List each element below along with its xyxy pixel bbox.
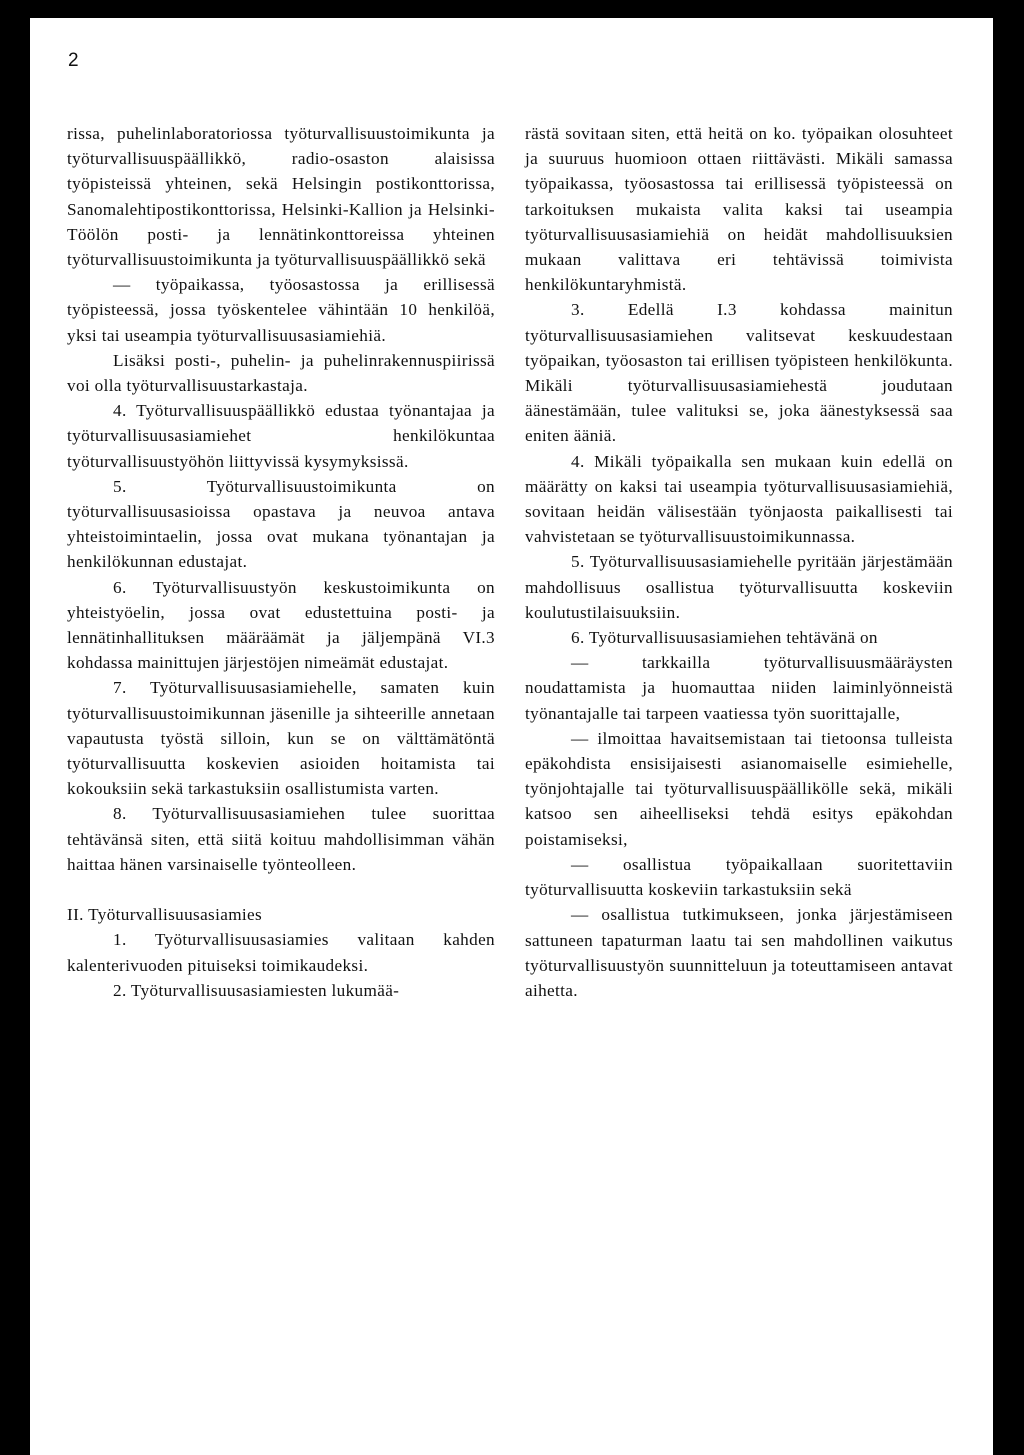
paragraph: 5. Työturvallisuusasiamiehelle pyritään järjestämään mahdollisuus osallistua työturvallisuutta koskeviin koulutustilaisuuksiin. [525,552,953,622]
paragraph: — osallistua työpaikallaan suoritettaviin työturvallisuutta koskeviin tarkastuksiin sekä [525,854,953,900]
left-text-column [67,121,495,1003]
paragraph: 6. Työturvallisuusasiamiehen tehtävänä on [571,628,878,648]
paragraph: — osallistua tutkimukseen, jonka järjestämiseen sattuneen tapaturman laatu tai sen mahdollinen vaikutus työturvallisuustyön suunnitteluun ja toteuttamiseen antavat aihetta. [525,905,953,1000]
paragraph: 7. Työturvallisuusasiamiehelle, samaten kuin työturvallisuustoimikunnan jäsenille ja sihteerille annetaan vapautusta työstä silloin, kun se on välttämätöntä työturvallisuutta koskevien asioiden hoitamista tai kokouksiin sekä tarkastuksiin osallistumista varten. [67,678,495,799]
paragraph: 8. Työturvallisuusasiamiehen tulee suorittaa tehtävänsä siten, että siitä koituu mahdollisimman vähän haittaa hänen varsinaiselle työnteolleen. [67,804,495,874]
paragraph: 5. Työturvallisuustoimikunta on työturvallisuusasioissa opastava ja neuvoa antava yhteistoimintaelin, jossa ovat mukana työnantajan ja henkilökunnan edustajat. [67,476,495,572]
page-number: 2 [68,50,79,71]
section-heading: II. Työturvallisuusasiamies [67,905,263,925]
paragraph: 4. Mikäli työpaikalla sen mukaan kuin edellä on määrätty on kaksi tai useampia työturvallisuusasiamiehiä, sovitaan heidän välisestään työnjaosta paikallisesti tai vahvistetaan se työturvallisuustoimikunnassa. [525,451,953,547]
paragraph: — työpaikassa, työosastossa ja erillisessä työpisteessä, jossa työskentelee vähintään 10 henkilöä, yksi tai useampia työturvallisuusasiamiehiä. [67,275,495,345]
paragraph: rästä sovitaan siten, että heitä on ko. työpaikan olosuhteet ja suuruus huomioon ottaen riittävästi. Mikäli samassa työpaikassa, työosastossa tai erillisessä työpisteessä on tarkoituksen mukaista valita kaksi tai useampia työturvallisuusasiamiehiä on heidät mahdollisuuksien mukaan valittava eri tehtävissä toimivista henkilökuntaryhmistä. [525,124,953,295]
paragraph: rissa, puhelinlaboratoriossa työturvallisuustoimikunta ja työturvallisuuspäällikkö, radio-osaston alaisissa työpisteissä yhteinen, sekä Helsingin postikonttorissa, Sanomalehtipostikonttorissa, Helsinki-Kallion ja Helsinki-Töölön posti- ja lennätinkonttoreissa yhteinen työturvallisuustoimikunta ja työturvallisuuspäällikkö sekä [67,124,495,270]
paragraph: 4. Työturvallisuuspäällikkö edustaa työnantajaa ja työturvallisuusasiamiehet henkilökuntaa työturvallisuustyöhön liittyvissä kysymyksissä. [67,401,495,471]
paragraph: 6. Työturvallisuustyön keskustoimikunta on yhteistyöelin, jossa ovat edustettuina posti- ja lennätinhallituksen määräämät ja jäljempänä VI.3 kohdassa mainittujen järjestöjen nimeämät edustajat. [67,577,495,673]
paragraph: 1. Työturvallisuusasiamies valitaan kahden kalenterivuoden pituiseksi toimikaudeksi. [67,930,495,975]
paragraph: — tarkkailla työturvallisuusmääräysten noudattamista ja huomauttaa niiden laiminlyönneistä työnantajalle tai tarpeen vaatiessa työn suorittajalle, [525,653,953,723]
document-page [30,18,993,1455]
paragraph: — ilmoittaa havaitsemistaan tai tietoonsa tulleista epäkohdista ensisijaisesti asianomaiselle esimiehelle, työnjohtajalle tai työturvallisuuspäällikölle sekä, mikäli katsoo sen aiheelliseksi tehdä esitys epäkohdan poistamiseksi, [525,728,953,849]
paragraph: 3. Edellä I.3 kohdassa mainitun työturvallisuusasiamiehen valitsevat keskuudestaan työpaikan, työosaston tai erillisen työpisteen henkilökunta. Mikäli työturvallisuusasiamiehestä joudutaan äänestämään, tulee valituksi se, joka äänestyksessä saa eniten ääniä. [525,300,953,446]
paragraph: 2. Työturvallisuusasiamiesten lukumää- [113,980,400,1000]
right-text-column [525,121,953,1003]
paragraph: Lisäksi posti-, puhelin- ja puhelinrakennuspiirissä voi olla työturvallisuustarkastaja. [67,350,495,396]
